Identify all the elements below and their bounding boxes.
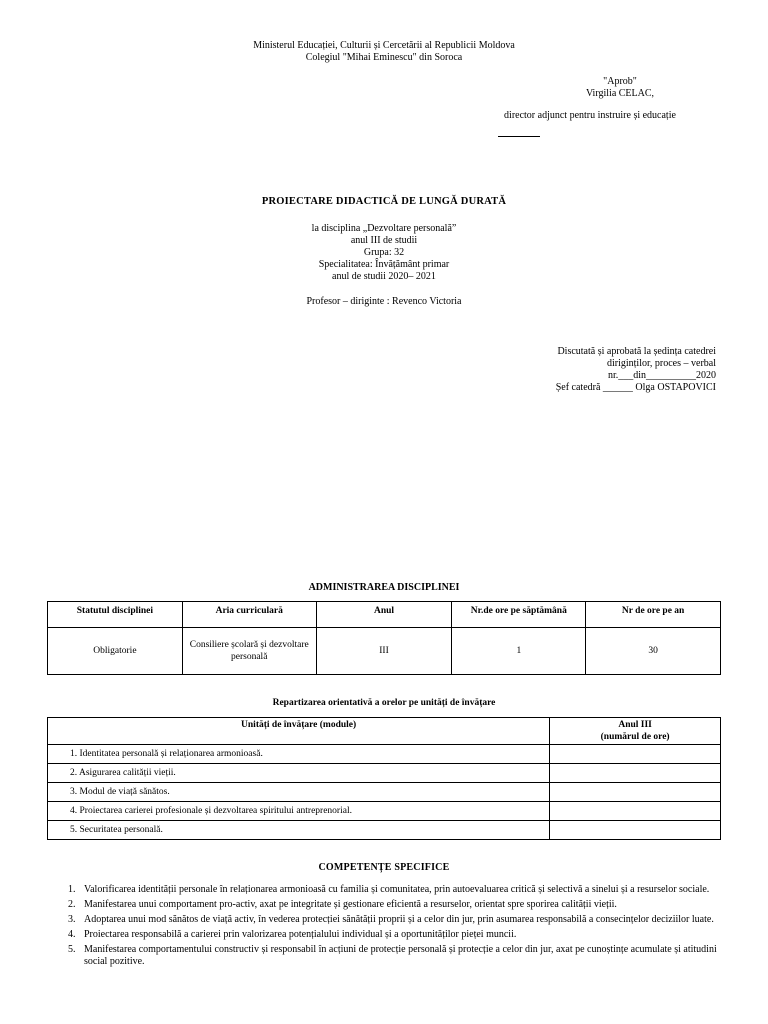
competence-number: 2.: [68, 899, 76, 910]
competences-list: [68, 884, 722, 971]
list-item: [68, 899, 722, 911]
competence-text: Manifestarea comportamentului constructiv și responsabil în acțiuni de protecție personală și protecție a celor din jur, axat pe cunoștințe acumulate și atitudini social pozitive.: [84, 944, 717, 967]
table-row: [48, 764, 721, 783]
unit-text: Securitatea personală.: [79, 825, 163, 835]
admin-cell-year: III: [316, 628, 452, 675]
admin-cell-yearly-hours: 30: [586, 628, 721, 675]
unit-text: Proiectarea carierei profesionale și dezvoltarea spiritului antreprenorial.: [79, 806, 352, 816]
unit-cell: [48, 821, 550, 840]
unit-number: 3.: [70, 787, 78, 797]
unit-number: 1.: [70, 749, 78, 759]
unit-text: Modul de viață sănătos.: [79, 787, 170, 797]
unit-text: Identitatea personală și relaționarea armonioasă.: [79, 749, 263, 759]
admin-header-cell: Nr de ore pe an: [586, 602, 721, 628]
discussed-line-2: diriginților, proces – verbal: [606, 358, 716, 369]
admin-header-cell: Anul: [316, 602, 452, 628]
admin-title: ADMINISTRAREA DISCIPLINEI: [308, 582, 460, 593]
unit-cell: [48, 745, 550, 764]
list-item: [68, 884, 722, 896]
signature-line: [498, 136, 540, 137]
approver-role: director adjunct pentru instruire și educație: [504, 110, 676, 121]
document-title: PROIECTARE DIDACTICĂ DE LUNGĂ DURATĂ: [261, 196, 507, 207]
unit-hours: [550, 783, 721, 802]
admin-header-cell: Aria curriculară: [182, 602, 316, 628]
admin-header-row: [48, 602, 721, 628]
unit-number: 5.: [70, 825, 78, 835]
specialty-line: Specialitatea: Învățământ primar: [318, 259, 450, 270]
admin-cell-weekly-hours: 1: [452, 628, 586, 675]
discussed-line-1: Discutată și aprobată la ședința catedrei: [557, 346, 716, 357]
unit-text: Asigurarea calității vieții.: [78, 768, 176, 778]
ministry-name: Ministerul Educației, Culturii și Cercetării al Republicii Moldova: [253, 40, 515, 51]
year-header: [550, 718, 721, 745]
approval-label: "Aprob": [603, 76, 637, 87]
unit-hours: [550, 802, 721, 821]
competence-number: 3.: [68, 914, 76, 925]
document-header: [0, 40, 768, 64]
group-line: Grupa: 32: [363, 247, 405, 258]
competences-title: COMPETENȚE SPECIFICE: [318, 862, 450, 873]
competence-text: Adoptarea unui mod sănătos de viață activ, în vederea protecției sănătății proprii și a celor din jur, prin asumarea responsabilă a consecințelor deciziilor luate.: [84, 914, 714, 925]
competence-number: 1.: [68, 884, 76, 895]
year-header-label: Anul III: [618, 720, 652, 730]
discussed-block: [526, 346, 716, 394]
table-row: [48, 821, 721, 840]
admin-table: [47, 601, 721, 675]
repartition-header-row: [48, 718, 721, 745]
unit-hours: [550, 764, 721, 783]
units-header: Unități de învățare (module): [48, 718, 550, 745]
title-block: [0, 196, 768, 308]
discussed-line-3: nr.___din__________2020: [607, 370, 716, 381]
unit-hours: [550, 745, 721, 764]
unit-cell: [48, 802, 550, 821]
approver-name: Virgilia CELAC,: [585, 88, 655, 99]
approval-block: [504, 76, 720, 137]
unit-number: 2.: [70, 768, 78, 778]
year-header-sub: (numărul de ore): [600, 732, 670, 742]
table-row: [48, 802, 721, 821]
unit-hours: [550, 821, 721, 840]
unit-cell: [48, 764, 550, 783]
discipline-line: la disciplina „Dezvoltare personală”: [311, 223, 457, 234]
study-year-line: anul III de studii: [350, 235, 418, 246]
teacher-line: Profesor – diriginte : Revenco Victoria: [306, 296, 462, 307]
discussed-line-4: Șef catedră ______ Olga OSTAPOVICI: [555, 382, 716, 393]
admin-header-cell: Statutul disciplinei: [48, 602, 183, 628]
admin-cell-area: Consiliere școlară și dezvoltare personală: [182, 628, 316, 675]
admin-data-row: [48, 628, 721, 675]
competence-text: Manifestarea unui comportament pro-activ, axat pe integritate și gestionare eficientă a resurselor, orientat spre sporirea calității vieții.: [84, 899, 617, 910]
list-item: [68, 929, 722, 941]
competence-text: Valorificarea identității personale în relaționarea armonioasă cu familia și comunitatea, prin autoevaluarea critică și selectivă a sinelui și a resurselor sociale.: [84, 884, 710, 895]
table-row: [48, 783, 721, 802]
admin-header-cell: Nr.de ore pe săptămână: [452, 602, 586, 628]
list-item: [68, 914, 722, 926]
table-row: [48, 745, 721, 764]
admin-cell-status: Obligatorie: [48, 628, 183, 675]
competence-number: 5.: [68, 944, 76, 955]
competence-number: 4.: [68, 929, 76, 940]
school-year-line: anul de studii 2020– 2021: [332, 271, 436, 282]
competence-text: Proiectarea responsabilă a carierei prin valorizarea potențialului individual și a oportunităților pieței muncii.: [84, 929, 517, 940]
unit-cell: [48, 783, 550, 802]
unit-number: 4.: [70, 806, 78, 816]
repartition-table: [47, 717, 721, 840]
list-item: [68, 944, 722, 968]
repartition-title: Repartizarea orientativă a orelor pe unități de învățare: [272, 698, 496, 708]
college-name: Colegiul "Mihai Eminescu" din Soroca: [305, 52, 463, 63]
